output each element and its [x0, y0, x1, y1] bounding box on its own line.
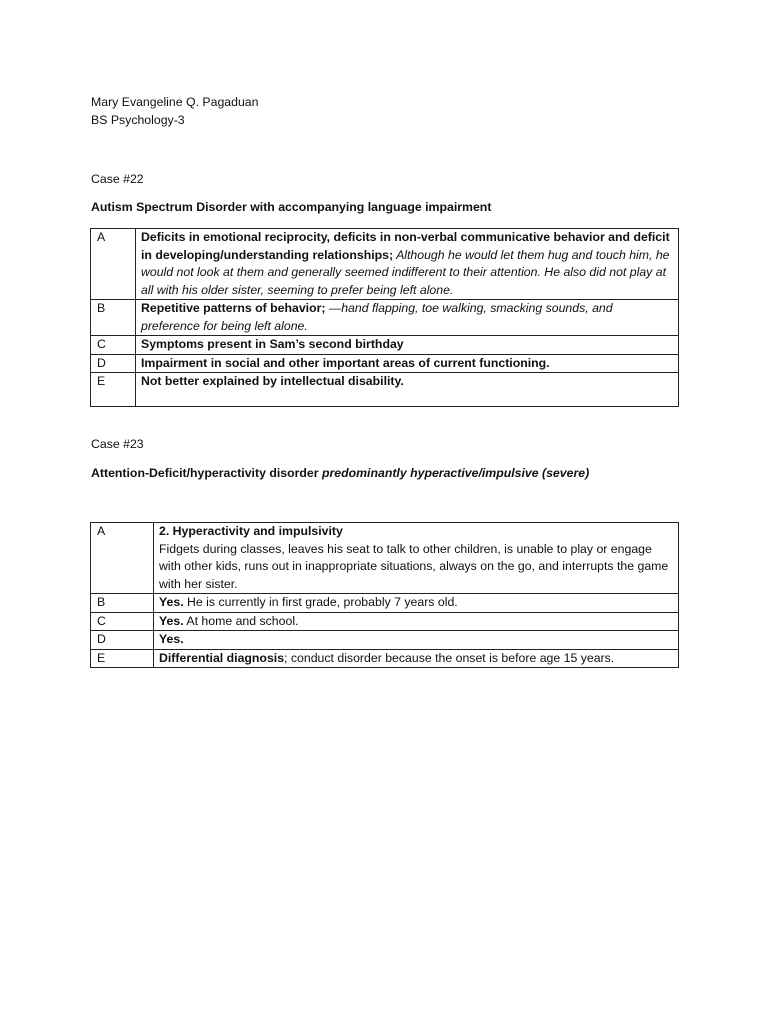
criterion-detail: Fidgets during classes, leaves his seat to talk to other children, is unable to play or engage with other kids, runs out in inappropriate situations, always on the go, and interrupts the game with her sister. [159, 541, 669, 591]
criterion-text: Not better explained by intellectual disability. [136, 373, 679, 407]
criterion-bold: Differential diagnosis [159, 650, 285, 665]
case23-diagnosis-specifier: predominantly hyperactive/impulsive (severe) [321, 466, 590, 480]
criterion-text [136, 229, 679, 300]
case22-criteria-table [90, 228, 679, 407]
criterion-text: Impairment in social and other important areas of current functioning. [136, 354, 679, 373]
criterion-bold: Yes. [159, 613, 184, 628]
criterion-text [154, 612, 679, 631]
criterion-letter: E [91, 649, 154, 668]
table-row [91, 229, 679, 300]
case22-heading: Case #22 [91, 172, 144, 186]
criterion-letter: C [91, 336, 136, 355]
author-program: BS Psychology-3 [91, 113, 185, 127]
criterion-text: Yes. [154, 631, 679, 650]
criterion-bold: Yes. [159, 595, 184, 609]
criterion-bold: Repetitive patterns of behavior; [141, 301, 326, 315]
criterion-text [154, 649, 679, 668]
criterion-letter: D [91, 354, 136, 373]
table-row [91, 631, 679, 650]
table-row [91, 354, 679, 373]
case23-heading: Case #23 [91, 437, 144, 451]
table-row [91, 612, 679, 631]
table-row [91, 373, 679, 407]
author-name: Mary Evangeline Q. Pagaduan [91, 95, 259, 109]
criterion-italic: —hand flapping, toe walking, smacking sounds, and preference for being left alone. [141, 301, 613, 333]
case23-diagnosis [91, 465, 589, 483]
criterion-letter: C [91, 612, 154, 631]
criterion-letter: E [91, 373, 136, 407]
case22-diagnosis: Autism Spectrum Disorder with accompanying language impairment [91, 200, 492, 214]
criterion-text [154, 523, 679, 594]
criterion-text [136, 300, 679, 336]
table-row [91, 594, 679, 613]
criterion-letter: A [91, 229, 136, 300]
table-row [91, 336, 679, 355]
table-row [91, 649, 679, 668]
criterion-detail: ; conduct disorder because the onset is before age 15 years. [284, 650, 615, 665]
criterion-text: Symptoms present in Sam’s second birthday [136, 336, 679, 355]
criterion-letter: A [91, 523, 154, 594]
criterion-italic: Although he would let them hug and touch him, he would not look at them and generally seemed indifferent to their attention. He also did not play at all with his older sister, seeming to prefer being left alone. [141, 247, 670, 297]
criterion-detail: He is currently in first grade, probably 7 years old. [183, 595, 458, 609]
criterion-letter: B [91, 300, 136, 336]
table-row [91, 523, 679, 594]
criterion-letter: B [91, 594, 154, 613]
table-row [91, 300, 679, 336]
case23-criteria-table [90, 522, 679, 668]
case23-diagnosis-main: Attention-Deficit/hyperactivity disorder [91, 466, 322, 480]
criterion-text [154, 594, 679, 613]
criterion-bold: 2. Hyperactivity and impulsivity [159, 524, 343, 538]
criterion-detail: At home and school. [183, 613, 299, 628]
criterion-bold: Deficits in emotional reciprocity, deficits in non-verbal communicative behavior and deficit in developing/understanding relationships; [141, 230, 670, 262]
criterion-letter: D [91, 631, 154, 650]
